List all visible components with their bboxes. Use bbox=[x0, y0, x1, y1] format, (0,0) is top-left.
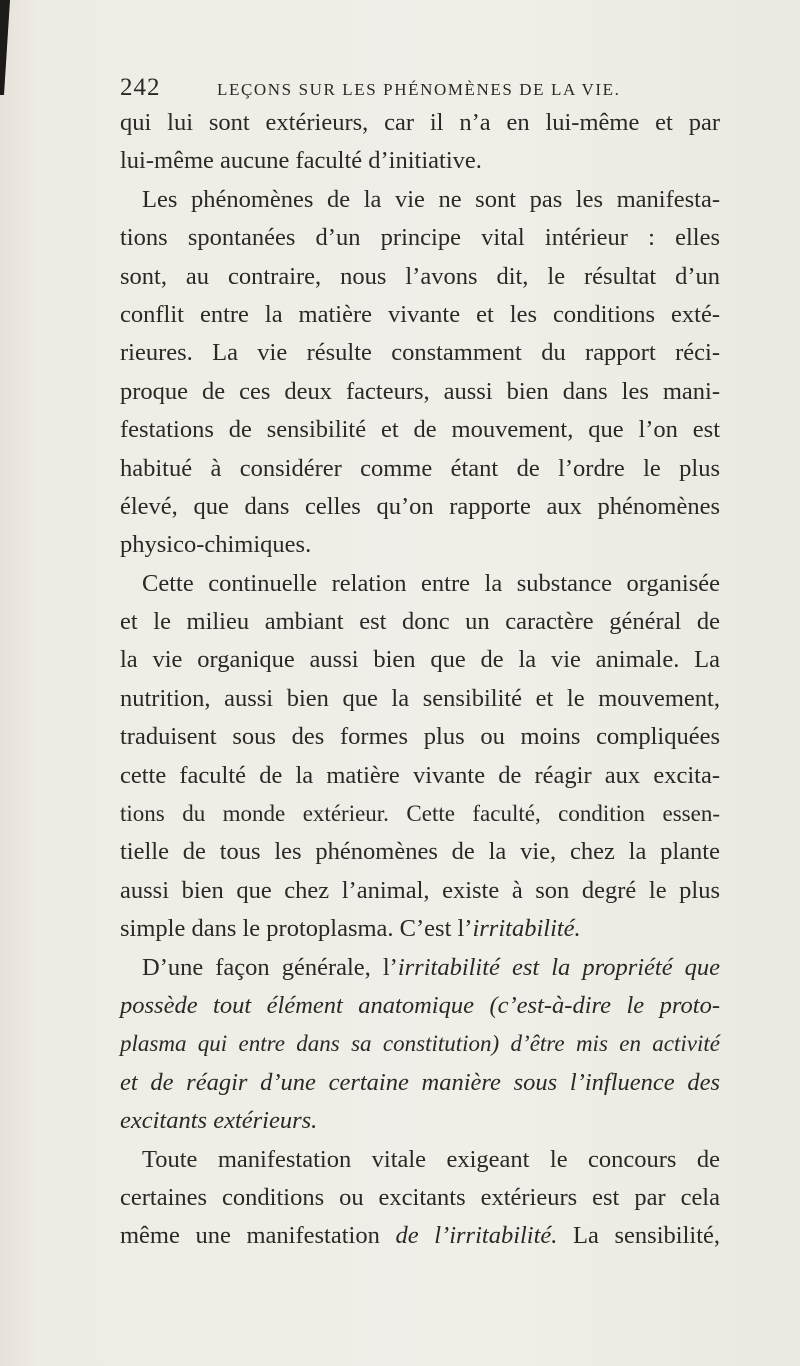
text-line: et le milieu ambiant est donc un caractère général de bbox=[120, 608, 720, 636]
text-line: Cette continuelle relation entre la substance organisée bbox=[142, 569, 720, 597]
text-line: sont, au contraire, nous l’avons dit, le résultat d’un bbox=[120, 262, 720, 290]
text-line: lui-même aucune faculté d’initiative. bbox=[120, 147, 482, 175]
text-segment: simple dans le protoplasma. C’est l’ bbox=[120, 915, 473, 943]
text-line: tielle de tous les phénomènes de la vie, chez la plante bbox=[120, 838, 720, 866]
text-line bbox=[120, 1025, 720, 1063]
text-line: tions du monde extérieur. Cette faculté, condition essen- bbox=[120, 801, 720, 827]
text-line: festations de sensibilité et de mouvement, que l’on est bbox=[120, 416, 720, 444]
text-line: Toute manifestation vitale exigeant le concours de bbox=[142, 1145, 720, 1173]
text-segment: La sensibilité, bbox=[557, 1222, 720, 1250]
running-title: LEÇONS SUR LES PHÉNOMÈNES DE LA VIE. bbox=[217, 80, 621, 99]
page-number: 242 bbox=[120, 74, 161, 101]
text-line: qui lui sont extérieurs, car il n’a en lui-même et par bbox=[120, 109, 720, 136]
text-line bbox=[120, 1102, 720, 1140]
text-line bbox=[120, 1064, 720, 1102]
text-line: élevé, que dans celles qu’on rapporte aux phénomènes bbox=[120, 492, 720, 520]
text-line: tions spontanées d’un principe vital intérieur : elles bbox=[120, 224, 720, 252]
body-text bbox=[120, 104, 720, 1256]
text-line: physico-chimiques. bbox=[120, 531, 312, 559]
italic-definition: plasma qui entre dans sa constitution) d’être mis en activité bbox=[120, 1031, 720, 1057]
italic-definition: excitants extérieurs. bbox=[120, 1107, 318, 1135]
text-line: conflit entre la matière vivante et les conditions exté- bbox=[120, 300, 720, 328]
text-line: la vie organique aussi bien que de la vie animale. La bbox=[120, 646, 720, 674]
text-line: traduisent sous des formes plus ou moins compliquées bbox=[120, 723, 720, 751]
italic-term: irritabilité. bbox=[472, 915, 581, 943]
text-line bbox=[120, 987, 720, 1025]
text-line: certaines conditions ou excitants extérieurs est par cela bbox=[120, 1183, 720, 1211]
text-segment: même une manifestation bbox=[120, 1222, 396, 1250]
text-segment: D’une façon générale, l’ bbox=[142, 953, 398, 981]
text-line bbox=[120, 949, 720, 987]
text-line bbox=[120, 1217, 720, 1255]
text-line: aussi bien que chez l’animal, existe à son degré le plus bbox=[120, 876, 720, 904]
italic-definition: irritabilité est la propriété que bbox=[397, 953, 721, 981]
text-line: nutrition, aussi bien que la sensibilité et le mouvement, bbox=[120, 684, 720, 712]
text-line: rieures. La vie résulte constamment du rapport réci- bbox=[120, 339, 720, 367]
text-line: cette faculté de la matière vivante de réagir aux excita- bbox=[120, 761, 720, 789]
text-line: habitué à considérer comme étant de l’ordre le plus bbox=[120, 454, 720, 482]
italic-definition: et de réagir d’une certaine manière sous l’influence des bbox=[120, 1068, 720, 1096]
text-line bbox=[120, 910, 720, 948]
text-line: Les phénomènes de la vie ne sont pas les manifesta- bbox=[142, 185, 720, 213]
italic-term: de l’irritabilité. bbox=[395, 1222, 558, 1250]
italic-definition: possède tout élément anatomique (c’est-à-dire le proto- bbox=[120, 991, 720, 1019]
text-line: proque de ces deux facteurs, aussi bien dans les mani- bbox=[120, 377, 720, 405]
